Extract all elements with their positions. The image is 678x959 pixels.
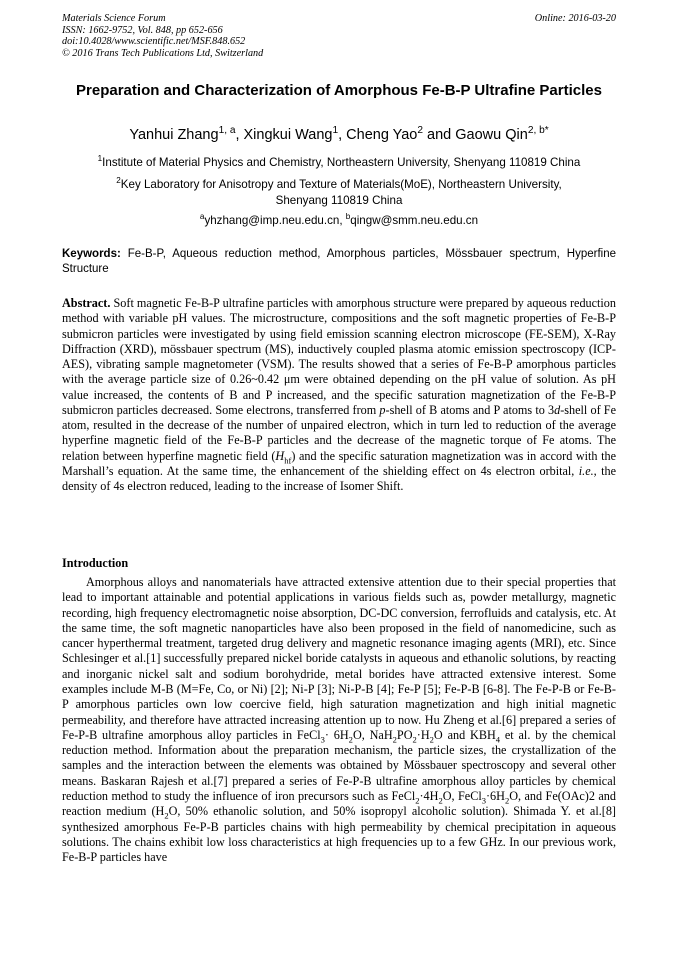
journal-header bbox=[62, 13, 263, 59]
subscript: 3 bbox=[320, 734, 325, 745]
subscript: 2 bbox=[504, 795, 510, 806]
paper-title: Preparation and Characterization of Amorphous Fe-B-P Ultrafine Particles bbox=[76, 82, 602, 99]
email-line bbox=[62, 213, 616, 229]
subscript: 2 bbox=[438, 795, 443, 806]
abstract-text: H bbox=[275, 448, 285, 463]
affiliation-sup: 2 bbox=[116, 176, 121, 186]
abstract-text: -shell of Fe atom, resulted in the decrease of the number of unpaired electron, which in turn led to reduction of the average hyperfine magnetic field of the Fe-B-P particles and the decrease of the magnetic torque of Fe atoms. The relation between hyperfine magnetic field ( bbox=[62, 402, 616, 463]
abstract-label: Abstract. bbox=[62, 296, 111, 310]
introduction-body bbox=[62, 575, 616, 865]
abstract-text: the density of 4s electron reduced, leading to the increase of Isomer Shift. bbox=[62, 463, 617, 493]
body-text: ·4H bbox=[419, 788, 439, 803]
keywords bbox=[62, 247, 616, 276]
abstract-text: p bbox=[379, 402, 386, 417]
keywords-label: Keywords: bbox=[62, 248, 121, 260]
author-name: Xingkui Wang bbox=[243, 127, 333, 143]
author-affil-sup: 1, a bbox=[218, 125, 236, 137]
subscript: 2 bbox=[348, 734, 353, 745]
abstract-text: ) and the specific saturation magnetization was in accord with the Marshall’s equation. At the same time, the enhancement of the shielding effect on 4s electron orbital, bbox=[62, 448, 616, 478]
abstract-text: Soft magnetic Fe-B-P ultrafine particles with amorphous structure were prepared by aqueous reduction method with variable pH values. The microstructure, compositions and the soft magnetic properties of Fe-B-P submicron particles were investigated by using field emission scanning electron microscope (FE-SEM), X-Ray Diffraction (XRD), mössbauer spectrum (MS), inductively coupled plasma atomic emission spectroscopy (ICP-AES), vibrating sample magnetometer (VSM). The results showed that a series of Fe-B-P amorphous particles with the average particle size of 0.26~0.42 μm were obtained depending on the pH value of solution. As pH value increased, the contents of B and P increased, and the specific saturation magnetization of the Fe-B-P submicron particles decreased. Some electrons, transferred from bbox=[62, 296, 616, 417]
abstract bbox=[62, 296, 616, 494]
abstract-text: d bbox=[554, 402, 561, 417]
subscript: 3 bbox=[481, 795, 486, 806]
abstract-text: i.e., bbox=[578, 463, 597, 478]
keywords-text: Fe-B-P, Aqueous reduction method, Amorphous particles, Mössbauer spectrum, Hyperfine Structure bbox=[62, 248, 616, 275]
body-text: PO bbox=[396, 727, 413, 742]
doi-line: doi:10.4028/www.scientific.net/MSF.848.652 bbox=[62, 36, 246, 48]
affiliation-sup: 1 bbox=[97, 154, 103, 164]
email-sup: b bbox=[345, 212, 351, 222]
author-affil-sup: 2, b* bbox=[527, 125, 549, 137]
author-name: Gaowu Qin bbox=[455, 127, 528, 143]
body-text: et al. by the chemical reduction method. Information about the preparation mechanism, the particle sizes, the crystallization of the samples and the interaction between the elements was obtained by Mössbauer spectroscopy and several other means. Baskaran Rajesh et al.[7] prepared a series of Fe-P-B ultrafine amorphous alloy particles by chemical reduction method to study the influence of iron precursors such as FeCl bbox=[62, 727, 616, 803]
journal-name: Materials Science Forum bbox=[62, 13, 166, 24]
affiliation-text: Key Laboratory for Anisotropy and Texture of Materials(MoE), Northeastern University, Shenyang 110819 China bbox=[120, 178, 562, 207]
author-list bbox=[62, 127, 616, 143]
subscript: 2 bbox=[392, 734, 397, 745]
author-name: Yanhui Zhang bbox=[129, 127, 219, 143]
email-link[interactable]: yhzhang@imp.neu.edu.cn, bbox=[204, 214, 346, 227]
online-date: Online: 2016-03-20 bbox=[534, 13, 616, 24]
author-separator: , bbox=[338, 127, 347, 143]
email-sup: a bbox=[199, 212, 205, 222]
subscript: 2 bbox=[415, 795, 420, 806]
body-text: O and KBH bbox=[433, 727, 496, 742]
affiliation-2 bbox=[62, 177, 616, 208]
body-text: O, and Fe(OAc)2 and reaction medium (H bbox=[62, 788, 616, 819]
affiliation-1 bbox=[62, 155, 616, 171]
body-text: · 6H bbox=[324, 727, 349, 742]
author-separator: , bbox=[235, 127, 244, 143]
issn-line: ISSN: 1662-9752, Vol. 848, pp 652-656 bbox=[62, 24, 223, 36]
body-text: O, 50% ethanolic solution, and 50% isopropyl alcoholic solution). Shimada Y. et al.[8] synthesized amorphous Fe-P-B particles chains with high permeability by chemical precipitation in aqueous solutions. The chains exhibit low loss characteristics at high frequencies up to a few GHz. In our previous work, Fe-B-P particles have bbox=[62, 804, 616, 865]
email-link[interactable]: qingw@smm.neu.edu.cn bbox=[350, 214, 479, 227]
section-heading-introduction: Introduction bbox=[62, 556, 129, 570]
subscript: 2 bbox=[429, 734, 434, 745]
abstract-text: hf bbox=[284, 454, 292, 465]
copyright-line: © 2016 Trans Tech Publications Ltd, Switzerland bbox=[62, 47, 264, 59]
author-name: Cheng Yao bbox=[346, 127, 418, 143]
body-text: ·6H bbox=[486, 788, 505, 803]
body-text: Amorphous alloys and nanomaterials have attracted extensive attention due to their special properties that lead to important attainable and potential applications in various fields such as, powder metallurgy, magnetic recording, high frequency electromagnetic noise absorption, DC-DC conversion, ferrofluids and catalysis, etc. At the same time, the soft magnetic nanoparticles have also been proposed in the field of nanomedicine, such as cancer hyperthermal treatment, targeted drug delivery and magnetic resonance imaging agents (MRI), etc. Since Schlesinger et al.[1] successfully prepared nickel boride catalysts in aqueous and ethanolic solutions, by reacting and inorganic nickel salt and sodium borohydride, metal borides have attracted extensive interest. Some examples include M-B (M=Fe, Co, or Ni) [2]; Ni-P [3]; Ni-P-B [4]; Fe-P [5]; Fe-P-B [6-8]. The Fe-P-B or Fe-B-P amorphous particles own low coercive field, high saturation magnetization and high initial magnetic permeability, and therefore have attracted increasing attention up to now. Hu Zheng et al.[6] prepared a series of Fe-P-B ultrafine amorphous alloy particles in FeCl bbox=[62, 575, 616, 742]
author-affil-sup: 1 bbox=[332, 125, 339, 137]
subscript: 2 bbox=[164, 810, 169, 821]
body-text: O, NaH bbox=[352, 727, 393, 742]
body-text: ·H bbox=[416, 727, 430, 742]
author-affil-sup: 2 bbox=[417, 125, 424, 137]
affiliation-text: Institute of Material Physics and Chemistry, Northeastern University, Shenyang 110819 China bbox=[102, 156, 581, 169]
author-separator: and bbox=[423, 127, 456, 143]
subscript: 2 bbox=[412, 734, 417, 745]
body-text: O, FeCl bbox=[442, 788, 482, 803]
abstract-text: -shell of B atoms and P atoms to 3 bbox=[385, 402, 555, 417]
subscript: 4 bbox=[495, 734, 501, 745]
